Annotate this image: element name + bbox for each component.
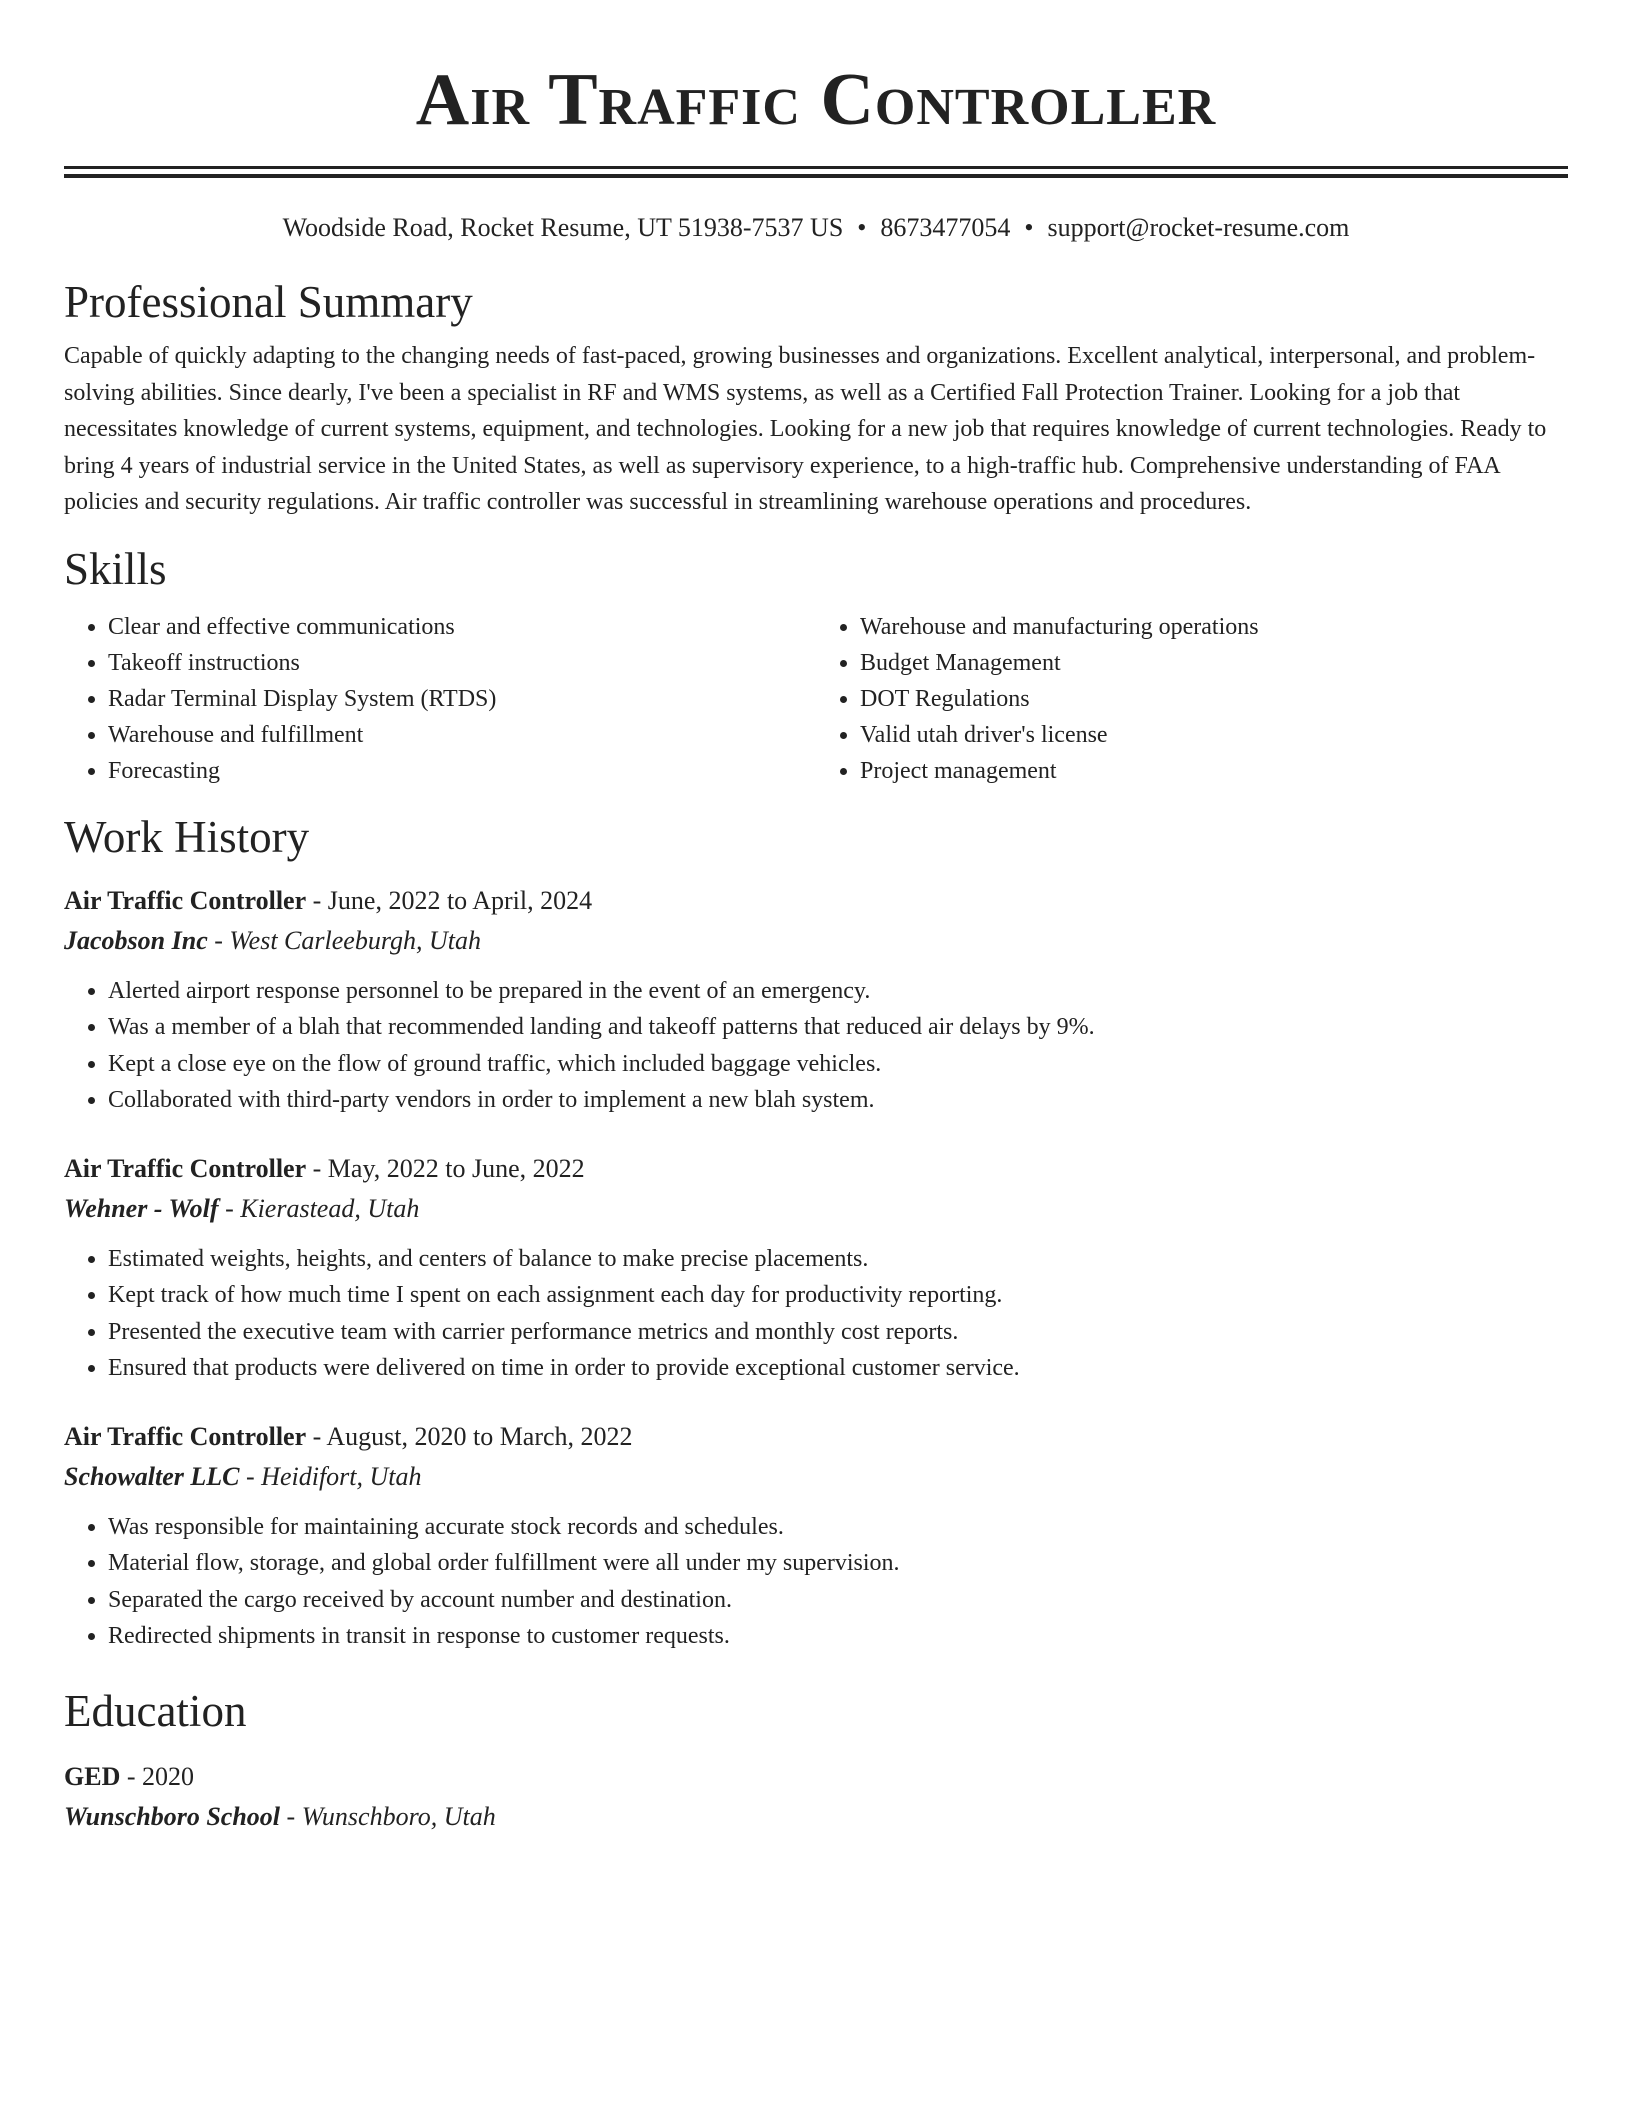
education-entry [64,1757,1568,1837]
summary-heading: Professional Summary [64,277,473,327]
skill-item: • Project management [860,753,1568,789]
skills-list [64,609,1568,789]
job-dates: - June, 2022 to April, 2024 [306,885,593,915]
school-line [64,1797,1568,1837]
skill-item: • Clear and effective communications [108,609,816,645]
summary-text: Capable of quickly adapting to the changing needs of fast-paced, growing businesses and organizations. Excellent analytical, interpersonal, and problem-solving abilities. Since dearly, I've been a specialist in RF and WMS systems, as well as a Certified Fall Protection Trainer. Looking for a job that necessitates knowledge of current systems, equipment, and technologies. Looking for a new job that requires knowledge of current technologies. Ready to bring 4 years of industrial service in the United States, as well as supervisory experience, to a high-traffic hub. Comprehensive understanding of FAA policies and security regulations. Air traffic controller was successful in streamlining warehouse operations and procedures. [64,343,1547,515]
job-duty: • Estimated weights, heights, and centers of balance to make precise placements. [108,1241,1568,1278]
contact-email: support@rocket-resume.com [1047,213,1350,242]
skills-column-right [816,609,1568,789]
job-company: Wehner - Wolf [64,1193,219,1223]
job-title: Air Traffic Controller [64,1153,307,1183]
skills-heading: Skills [64,543,167,594]
job-company: Schowalter LLC [64,1461,240,1491]
job-location: - Kierastead, Utah [218,1193,420,1223]
skill-item: • DOT Regulations [860,681,1568,717]
job-duty: • Kept track of how much time I spent on each assignment each day for productivity reporting. [108,1277,1568,1314]
contact-address: Woodside Road, Rocket Resume, UT 51938-7537 US [282,213,844,242]
degree-year: - 2020 [120,1761,195,1791]
job-employer-line [64,1457,1568,1497]
degree-line [64,1757,1568,1797]
job-duty: • Was a member of a blah that recommended landing and takeoff patterns that reduced air delays by 9%. [108,1009,1568,1046]
skill-item: • Budget Management [860,645,1568,681]
skill-item: • Forecasting [108,753,816,789]
job-duty: • Presented the executive team with carrier performance metrics and monthly cost reports. [108,1314,1568,1351]
skill-item: • Takeoff instructions [108,645,816,681]
job-dates: - May, 2022 to June, 2022 [306,1153,585,1183]
candidate-name: Air Traffic Controller [415,59,1217,141]
job-entry [64,881,1568,1119]
job-employer-line [64,921,1568,961]
job-duties [64,1241,1568,1387]
job-title: Air Traffic Controller [64,885,307,915]
contact-separator: • [857,213,867,242]
school-location: - Wunschboro, Utah [280,1801,496,1831]
job-entry [64,1417,1568,1655]
job-dates: - August, 2020 to March, 2022 [306,1421,633,1451]
job-company: Jacobson Inc [64,925,208,955]
job-employer-line [64,1189,1568,1229]
degree-name: GED [64,1761,121,1791]
skill-item: • Warehouse and fulfillment [108,717,816,753]
job-entry [64,1149,1568,1387]
skills-column-left [64,609,816,789]
school-name: Wunschboro School [64,1801,281,1831]
job-duty: • Kept a close eye on the flow of ground traffic, which included baggage vehicles. [108,1046,1568,1083]
job-location: - Heidifort, Utah [239,1461,422,1491]
work-history-heading: Work History [64,811,310,862]
skill-item: • Valid utah driver's license [860,717,1568,753]
education-heading: Education [64,1685,247,1736]
job-duties [64,973,1568,1119]
skill-item: • Radar Terminal Display System (RTDS) [108,681,816,717]
job-duty: • Was responsible for maintaining accurate stock records and schedules. [108,1509,1568,1546]
job-title-line [64,1417,1568,1457]
job-location: - West Carleeburgh, Utah [207,925,481,955]
contact-phone: 8673477054 [880,213,1011,242]
job-title-line [64,1149,1568,1189]
contact-separator: • [1024,213,1034,242]
job-title: Air Traffic Controller [64,1421,307,1451]
header-divider [64,166,1568,178]
job-duty: • Alerted airport response personnel to be prepared in the event of an emergency. [108,973,1568,1010]
job-duty: • Separated the cargo received by account number and destination. [108,1582,1568,1619]
contact-line [64,208,1568,248]
skill-item: • Warehouse and manufacturing operations [860,609,1568,645]
job-title-line [64,881,1568,921]
job-duty: • Collaborated with third-party vendors in order to implement a new blah system. [108,1082,1568,1119]
job-duty: • Material flow, storage, and global order fulfillment were all under my supervision. [108,1545,1568,1582]
job-duty: • Redirected shipments in transit in response to customer requests. [108,1618,1568,1655]
job-duty: • Ensured that products were delivered on time in order to provide exceptional customer service. [108,1350,1568,1387]
job-duties [64,1509,1568,1655]
